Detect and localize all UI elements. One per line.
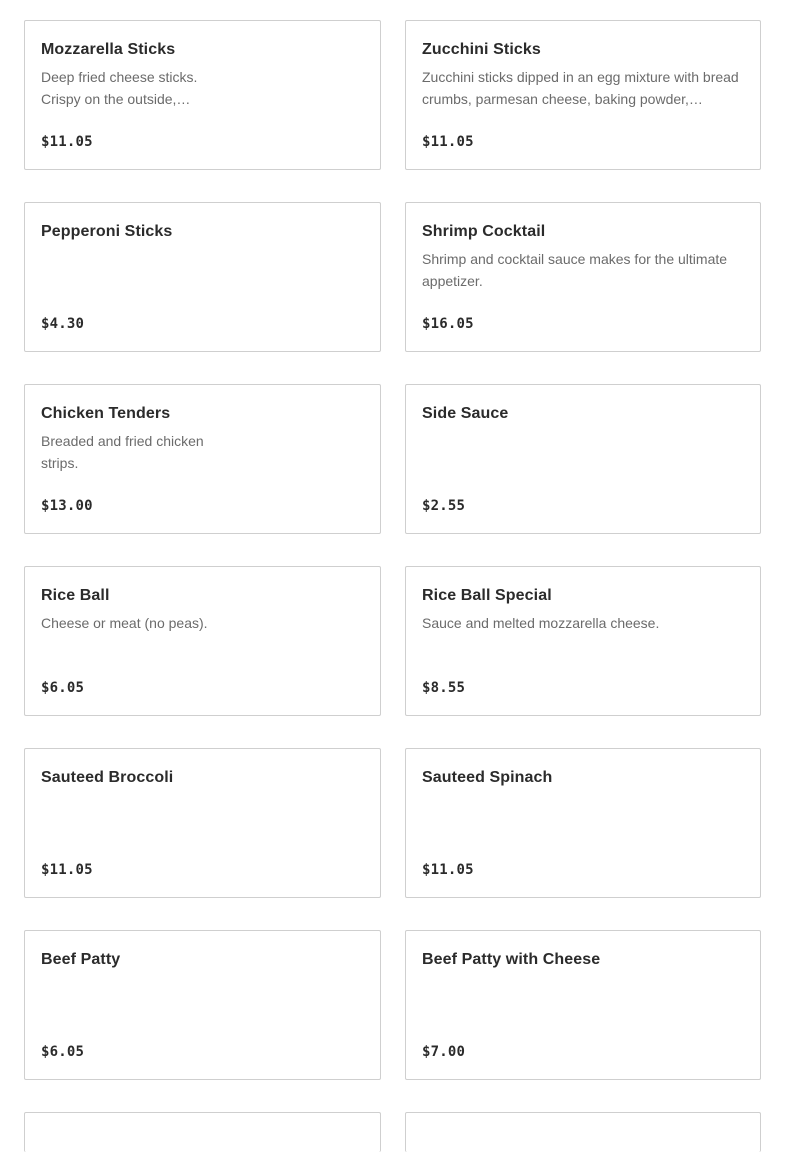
item-price: $16.05 <box>422 316 474 332</box>
menu-grid <box>24 20 761 1152</box>
item-name: Chicken Tenders <box>41 405 171 422</box>
item-name: Zucchini Sticks <box>422 41 541 58</box>
item-price: $7.00 <box>422 1044 466 1060</box>
menu-item-card-side-sauce[interactable] <box>405 384 761 534</box>
menu-item-card-beef-patty[interactable] <box>24 930 381 1080</box>
item-name: Beef Patty <box>41 951 121 968</box>
item-name: Mozzarella Sticks <box>41 41 176 58</box>
item-price: $11.05 <box>422 862 474 878</box>
menu-item-card-partial[interactable] <box>24 1112 381 1152</box>
item-price: $11.05 <box>41 134 93 150</box>
menu-item-card-zucchini-sticks[interactable] <box>405 20 761 170</box>
item-name: Pepperoni Sticks <box>41 223 173 240</box>
item-description: Shrimp and cocktail sauce makes for the ultimate appetizer. <box>422 251 728 289</box>
item-price: $6.05 <box>41 1044 85 1060</box>
item-description: Deep fried cheese sticks. Crispy on the outside,… <box>41 69 198 107</box>
menu-item-card-mozzarella-sticks[interactable] <box>24 20 381 170</box>
item-name: Rice Ball <box>41 587 110 604</box>
item-price: $8.55 <box>422 680 466 696</box>
menu-item-card-shrimp-cocktail[interactable] <box>405 202 761 352</box>
item-price: $13.00 <box>41 498 93 514</box>
item-price: $2.55 <box>422 498 466 514</box>
item-description: Breaded and fried chicken strips. <box>41 433 204 471</box>
menu-item-card-chicken-tenders[interactable] <box>24 384 381 534</box>
item-price: $11.05 <box>41 862 93 878</box>
item-price: $4.30 <box>41 316 85 332</box>
menu-item-card-sauteed-spinach[interactable] <box>405 748 761 898</box>
menu-item-card-beef-patty-with-cheese[interactable] <box>405 930 761 1080</box>
menu-item-card-rice-ball[interactable] <box>24 566 381 716</box>
item-name: Beef Patty with Cheese <box>422 951 601 968</box>
menu-item-card-pepperoni-sticks[interactable] <box>24 202 381 352</box>
menu-item-card-rice-ball-special[interactable] <box>405 566 761 716</box>
item-name: Rice Ball Special <box>422 587 552 604</box>
item-description: Sauce and melted mozzarella cheese. <box>422 615 660 631</box>
item-name: Shrimp Cocktail <box>422 223 546 240</box>
menu-item-card-partial[interactable] <box>405 1112 761 1152</box>
item-description: Zucchini sticks dipped in an egg mixture with bread crumbs, parmesan cheese, baking powder,… <box>422 69 739 107</box>
menu-item-card-sauteed-broccoli[interactable] <box>24 748 381 898</box>
item-name: Side Sauce <box>422 405 509 422</box>
item-name: Sauteed Spinach <box>422 769 553 786</box>
item-description: Cheese or meat (no peas). <box>41 615 208 631</box>
item-price: $11.05 <box>422 134 474 150</box>
item-name: Sauteed Broccoli <box>41 769 174 786</box>
item-price: $6.05 <box>41 680 85 696</box>
